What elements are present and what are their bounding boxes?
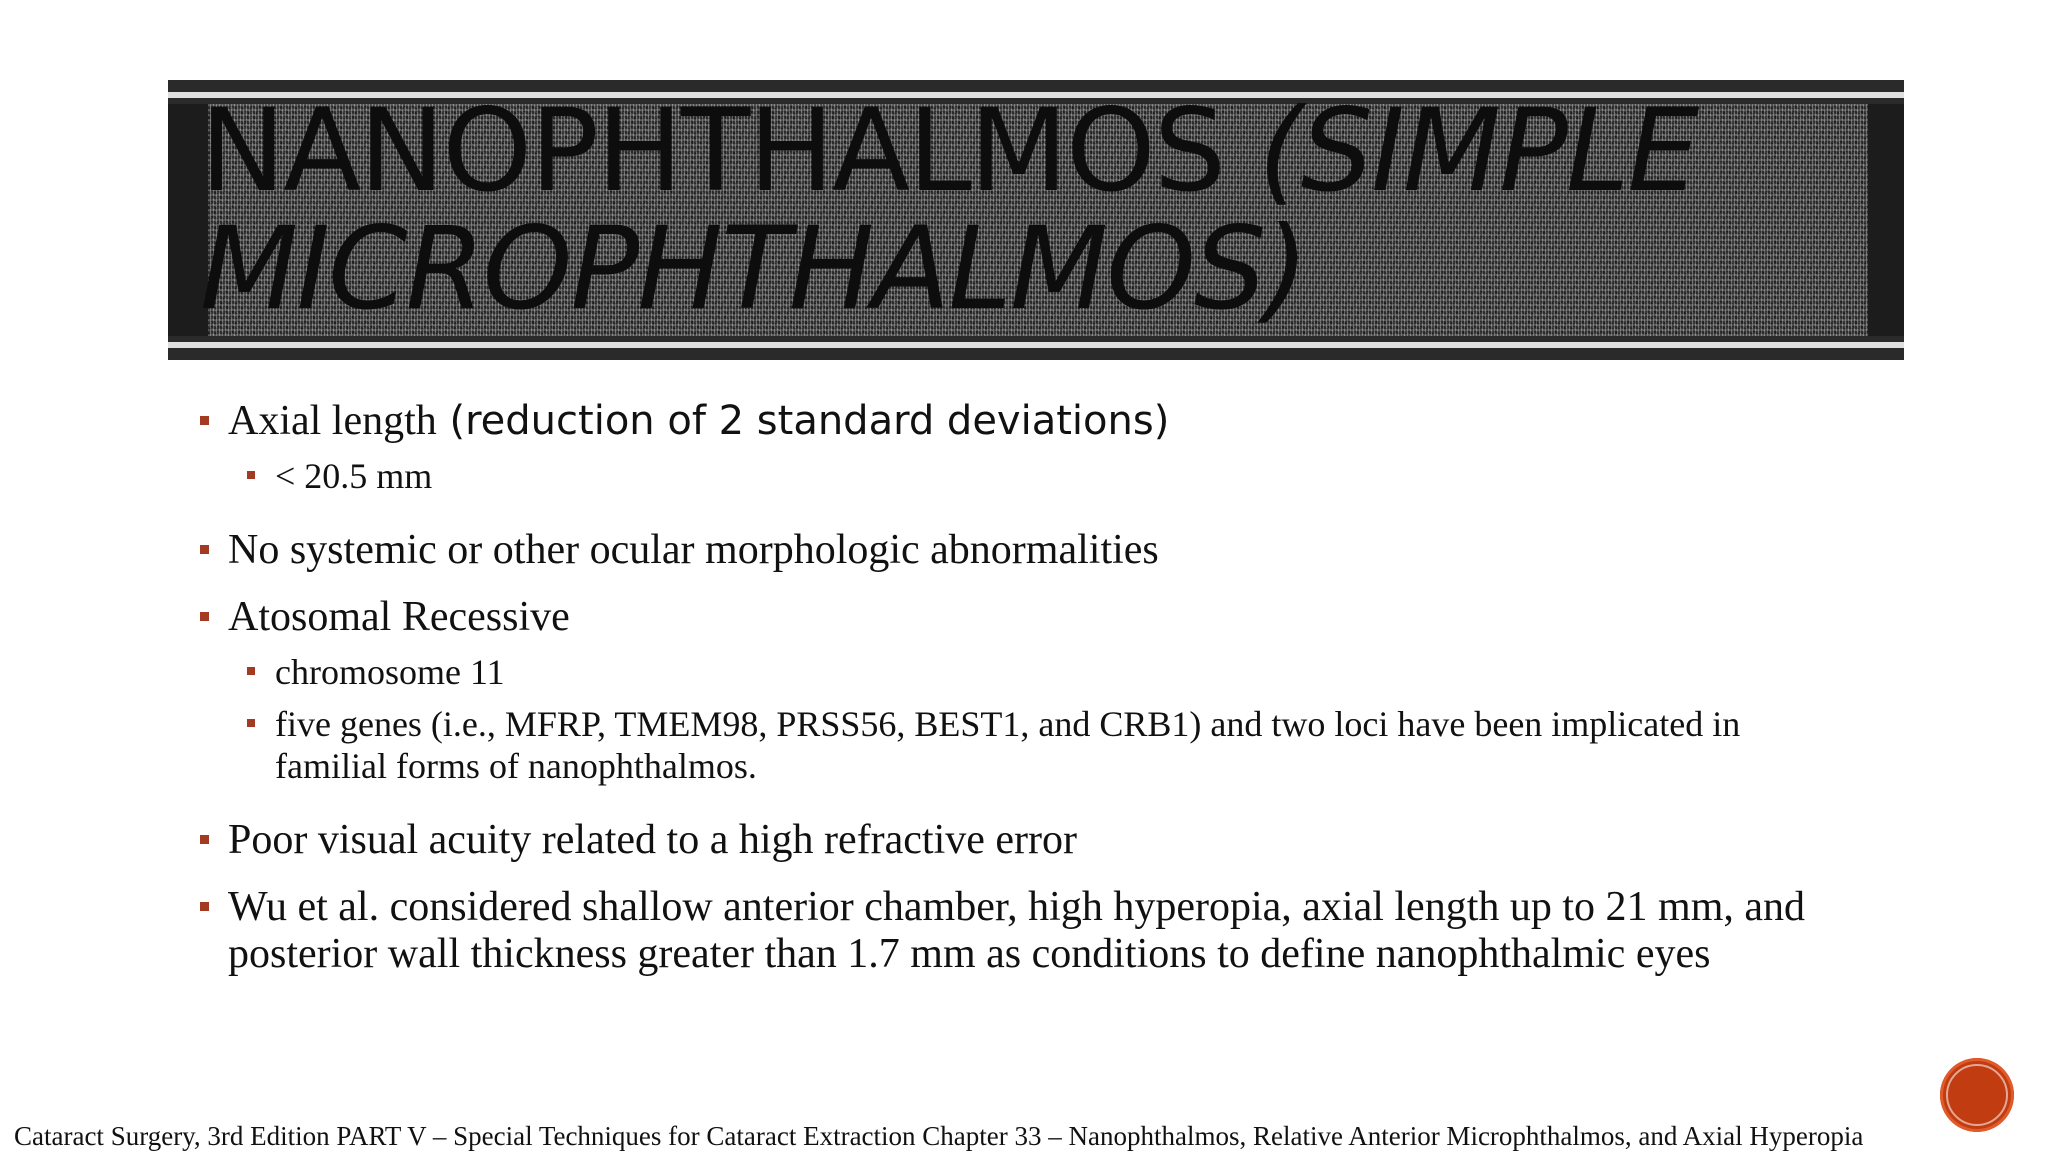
bullet-poor-acuity [200, 817, 1860, 864]
bullet-axial-length [200, 398, 1860, 445]
bullet-marker-icon [200, 902, 209, 911]
bullet-label: Axial length [228, 398, 437, 444]
bullet-recessive [200, 594, 1860, 641]
slide-badge-icon [1940, 1058, 2014, 1132]
bullet-marker-icon [200, 835, 209, 844]
bullet-qualifier: (reduction of 2 standard deviations) [436, 398, 1170, 444]
slide-title [200, 84, 1860, 335]
bullet-text: Atosomal Recessive [228, 594, 570, 640]
bullet-text: Poor visual acuity related to a high refractive error [228, 817, 1077, 863]
sub-bullet-text: < 20.5 mm [275, 456, 433, 496]
bullet-marker-icon [247, 471, 255, 479]
sub-bullet-chromosome [247, 651, 1860, 693]
bullet-marker-icon [247, 719, 255, 727]
bullet-text: Wu et al. considered shallow anterior chamber, high hyperopia, axial length up to 21 mm, and posterior wall thickness greater than 1.7 mm as conditions to define nanophthalmic eyes [228, 884, 1806, 977]
bullet-marker-icon [200, 545, 209, 554]
bullet-list [200, 398, 1860, 978]
banner-rule-bottom [168, 342, 1904, 348]
sub-bullet-text: five genes (i.e., MFRP, TMEM98, PRSS56, BEST1, and CRB1) and two loci have been implicated in familial forms of nanophthalmos. [275, 704, 1741, 786]
bullet-wu [200, 884, 1860, 978]
bullet-marker-icon [200, 612, 209, 621]
bullet-no-systemic [200, 527, 1860, 574]
bullet-text: No systemic or other ocular morphologic abnormalities [228, 527, 1159, 573]
bullet-marker-icon [200, 416, 209, 425]
sub-bullet-text: chromosome 11 [275, 652, 505, 692]
banner-dark-block [1868, 104, 1904, 336]
sub-bullet-genes [247, 703, 1860, 787]
title-main: NANOPHTHALMOS [200, 84, 1259, 217]
bullet-marker-icon [247, 667, 255, 675]
footer-citation: Cataract Surgery, 3rd Edition PART V – Special Techniques for Cataract Extraction Chapter 33 – Nanophthalmos, Relative Anterior Microphthalmos, and Axial Hyperopia [14, 1121, 1864, 1151]
sub-bullet-axial-value [247, 455, 1860, 497]
badge-ring [1946, 1064, 2008, 1126]
title-italic: (SIMPLE MICROPHTHALMOS) [200, 84, 1698, 335]
